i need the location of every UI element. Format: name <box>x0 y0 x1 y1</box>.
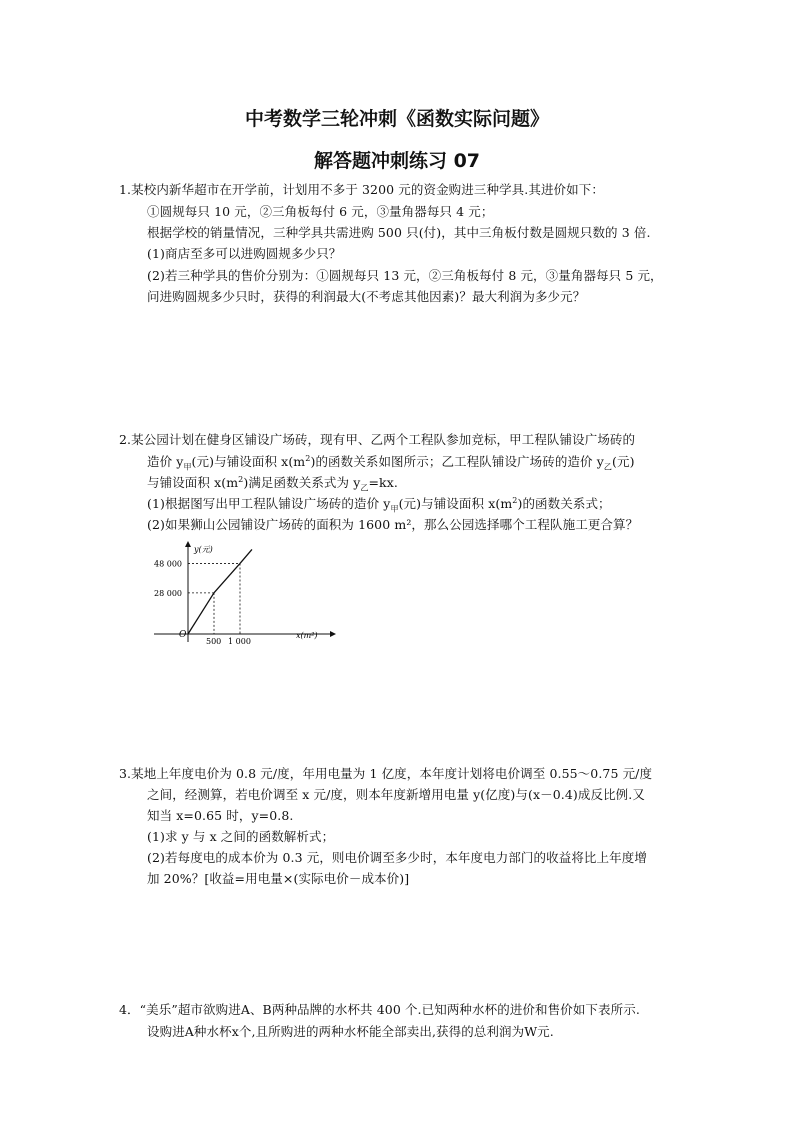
y-tick-label: 28 000 <box>154 588 182 598</box>
x-axis-label: x(m²) <box>296 631 318 640</box>
y-axis-label: y(元) <box>194 545 213 554</box>
q2-line-3: 与铺设面积 $x(m^2)$满足函数关系式为 $y_乙=kx$. <box>147 474 398 493</box>
x-axis-arrow <box>330 631 336 637</box>
q3-line-4: (1)求 y 与 x 之间的函数解析式； <box>147 829 335 844</box>
x-tick-label: 1 000 <box>228 637 251 646</box>
q1-line-6: 问进购圆规多少只时，获得的利润最大(不考虑其他因素)？最大利润为多少元？ <box>147 289 586 304</box>
q3-line-5: (2)若每度电的成本价为 0.3 元，则电价调至多少时，本年度电力部门的收益将比上年度增 <box>147 850 647 865</box>
q2-line-4: (1)根据图写出甲工程队铺设广场砖的造价 $y_甲$(元)与铺设面积 $x(m^2)$的函数关系式； <box>147 495 611 514</box>
q3-line-6: 加 20%？[收益=用电量×(实际电价－成本价)] <box>147 871 410 886</box>
page-title: 中考数学三轮冲刺《函数实际问题》 <box>244 108 549 130</box>
series-segment-3 <box>240 549 252 563</box>
q1-line-5: (2)若三种学具的售价分别为：①圆规每只 13 元，②三角板每付 8 元，③量角器每只 5 元， <box>147 268 663 283</box>
series-segment-1 <box>188 593 214 634</box>
q2-line-2: 造价 $y_甲$(元)与铺设面积 $x(m^2)$的函数关系如图所示；乙工程队铺设广场砖的造价 $y_乙$(元) <box>147 453 635 472</box>
series-segment-2 <box>214 563 240 592</box>
x-tick-label: 500 <box>206 637 222 646</box>
q3-line-2: 之间，经测算，若电价调至 x 元/度，则本年度新增用电量 y(亿度)与(x－0.4)成反比例.又 <box>147 787 645 802</box>
q4-line-2: 设购进A种水杯x个,且所购进的两种水杯能全部卖出,获得的总利润为W元. <box>147 1024 554 1039</box>
y-axis-arrow <box>185 541 191 547</box>
q4-line-1: 4．“美乐”超市欲购进A、B两种品牌的水杯共 400 个.已知两种水杯的进价和售价如下表所示. <box>119 1002 640 1017</box>
q1-line-3: 根据学校的销量情况，三种学具共需进购 500 只(付)，其中三角板付数是圆规只数的 3 倍. <box>147 225 651 240</box>
q1-line-4: (1)商店至多可以进购圆规多少只？ <box>147 246 342 261</box>
y-tick-label: 48 000 <box>154 559 182 569</box>
q2-line-1: 2.某公园计划在健身区铺设广场砖，现有甲、乙两个工程队参加竞标，甲工程队铺设广场砖的 <box>119 432 636 447</box>
q1-line-1: 1.某校内新华超市在开学前，计划用不多于 3200 元的资金购进三种学具.其进价如下： <box>119 182 604 197</box>
q2-line-5: (2)如果狮山公园铺设广场砖的面积为 1600 m²，那么公园选择哪个工程队施工更合算？ <box>147 517 639 532</box>
q3-line-1: 3.某地上年度电价为 0.8 元/度，年用电量为 1 亿度，本年度计划将电价调至 0.55～0.75 元/度 <box>119 766 653 781</box>
origin-label: O <box>179 630 187 640</box>
cost-area-graph <box>150 538 340 648</box>
q3-line-3: 知当 x=0.65 时，y=0.8. <box>147 808 294 823</box>
q1-line-2: ①圆规每只 10 元，②三角板每付 6 元，③量角器每只 4 元； <box>147 204 494 219</box>
page-subtitle: 解答题冲刺练习 07 <box>313 150 481 172</box>
